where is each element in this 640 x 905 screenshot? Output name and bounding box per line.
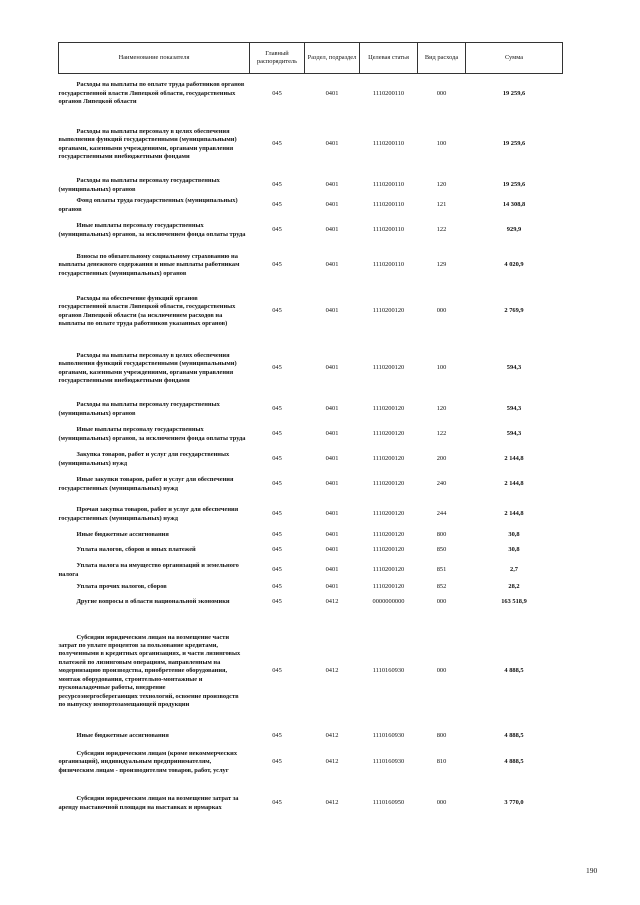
table-row xyxy=(59,420,563,450)
row-section: 0401 xyxy=(325,201,339,209)
row-amount: 4 888,5 xyxy=(504,732,524,740)
row-amount: 2 144,8 xyxy=(504,510,524,518)
table-row xyxy=(59,613,563,731)
row-main-manager: 045 xyxy=(272,531,282,539)
row-section: 0401 xyxy=(325,140,339,148)
row-name: Расходы на выплаты персоналу государственных (муниципальных) органов xyxy=(58,177,220,193)
row-main-manager: 045 xyxy=(272,510,282,518)
header-name: Наименование показателя xyxy=(59,43,250,74)
row-amount: 2 144,8 xyxy=(504,455,524,463)
row-expense-type: 120 xyxy=(436,181,447,189)
row-name: Иные бюджетные ассигнования xyxy=(76,732,169,740)
row-target-article: 1110200120 xyxy=(372,531,405,539)
table-row xyxy=(59,530,563,542)
row-expense-type: 000 xyxy=(436,598,447,606)
row-section: 0401 xyxy=(325,566,339,574)
row-main-manager: 045 xyxy=(272,140,282,148)
row-target-article: 1110200120 xyxy=(372,480,405,488)
table-row xyxy=(59,500,563,530)
row-expense-type: 129 xyxy=(436,261,447,269)
row-name: Другие вопросы в области национальной экономики xyxy=(76,598,230,606)
row-main-manager: 045 xyxy=(272,261,282,269)
row-section: 0412 xyxy=(325,758,339,766)
row-amount: 594,3 xyxy=(506,405,522,413)
row-section: 0412 xyxy=(325,667,339,675)
row-expense-type: 122 xyxy=(436,226,447,234)
row-target-article: 1110200120 xyxy=(372,364,405,372)
row-main-manager: 045 xyxy=(272,582,282,590)
row-name: Субсидии юридическим лицам (кроме некоммерческих организаций), индивидуальным предпринимателям, физическим лицам - производителям товаров, работ, услуг xyxy=(58,749,238,774)
row-section: 0401 xyxy=(325,181,339,189)
row-expense-type: 100 xyxy=(436,364,447,372)
row-expense-type: 200 xyxy=(436,455,447,463)
row-expense-type: 810 xyxy=(436,758,447,766)
row-section: 0401 xyxy=(325,582,339,590)
row-amount: 30,8 xyxy=(508,531,520,539)
row-name: Иные закупки товаров, работ и услуг для обеспечения государственных (муниципальных) нужд xyxy=(58,476,234,492)
row-target-article: 1110200110 xyxy=(372,226,405,234)
row-target-article: 1110160930 xyxy=(372,758,405,766)
row-section: 0401 xyxy=(325,261,339,269)
header-expense-type: Вид расхода xyxy=(418,43,466,74)
page-number: 190 xyxy=(586,866,598,875)
header-main-manager: Главный распорядитель xyxy=(250,43,305,74)
row-section: 0401 xyxy=(325,510,339,518)
row-target-article: 1110200120 xyxy=(372,546,405,554)
row-name: Уплата налогов, сборов и иных платежей xyxy=(76,546,196,554)
row-name: Расходы на обеспечение функций органов государственной власти Липецкой области, государственных органов Липецкой области (за исключением расходов на выплаты по оплате труда работников указанных органов) xyxy=(58,294,236,327)
row-main-manager: 045 xyxy=(272,480,282,488)
header-section: Раздел, подраздел xyxy=(305,43,360,74)
table-row xyxy=(59,450,563,470)
row-amount: 594,3 xyxy=(506,364,522,372)
row-section: 0412 xyxy=(325,598,339,606)
row-name: Расходы на выплаты персоналу государственных (муниципальных) органов xyxy=(58,401,220,417)
row-section: 0401 xyxy=(325,307,339,315)
row-main-manager: 045 xyxy=(272,566,282,574)
row-section: 0401 xyxy=(325,430,339,438)
row-section: 0401 xyxy=(325,89,339,97)
table-row xyxy=(59,783,563,825)
row-name: Уплата налога на имущество организаций и земельного налога xyxy=(58,562,239,578)
row-name: Расходы на выплаты по оплате труда работников органов государственной власти Липецкой области, государственных органов Липецкой области xyxy=(58,81,245,105)
row-amount: 4 020,9 xyxy=(504,261,524,269)
row-name: Субсидии юридическим лицам на возмещение части затрат по уплате процентов за пользование кредитами, полученными в кредитных организациях, и части лизинговых платежей по лизинговым операциям, направленным на модернизацию производства, приобретение оборудования, монтаж оборудования, строительно-монтажные и пусконаладочные работы, внедрение ресурсоэнергосберегающих технологий, освоение производств по выпуску импортозамещающей продукции xyxy=(58,633,241,708)
budget-table-sheet xyxy=(58,42,562,825)
row-amount: 4 888,5 xyxy=(504,667,524,675)
table-row xyxy=(59,731,563,743)
row-target-article: 1110160930 xyxy=(372,667,405,675)
row-amount: 2 769,9 xyxy=(504,307,524,315)
row-amount: 19 259,6 xyxy=(502,89,526,97)
row-target-article: 1110160930 xyxy=(372,732,405,740)
row-expense-type: 852 xyxy=(436,582,447,590)
row-section: 0401 xyxy=(325,546,339,554)
row-amount: 19 259,6 xyxy=(502,140,526,148)
table-row xyxy=(59,246,563,286)
table-row xyxy=(59,582,563,593)
row-main-manager: 045 xyxy=(272,364,282,372)
row-expense-type: 800 xyxy=(436,732,447,740)
row-target-article: 1110160950 xyxy=(372,799,405,807)
table-row xyxy=(59,400,563,420)
row-main-manager: 045 xyxy=(272,430,282,438)
row-target-article: 1110200120 xyxy=(372,566,405,574)
row-name: Фонд оплаты труда государственных (муниципальных) органов xyxy=(58,197,238,213)
row-amount: 929,9 xyxy=(506,226,522,234)
row-target-article: 1110200110 xyxy=(372,201,405,209)
row-main-manager: 045 xyxy=(272,598,282,606)
row-target-article: 1110200120 xyxy=(372,455,405,463)
row-main-manager: 045 xyxy=(272,455,282,463)
row-amount: 30,8 xyxy=(508,546,520,554)
row-target-article: 1110200110 xyxy=(372,181,405,189)
row-name: Закупка товаров, работ и услуг для государственных (муниципальных) нужд xyxy=(58,451,230,467)
row-main-manager: 045 xyxy=(272,546,282,554)
row-target-article: 1110200120 xyxy=(372,307,405,315)
row-amount: 14 308,8 xyxy=(502,201,526,209)
row-target-article: 1110200110 xyxy=(372,261,405,269)
table-row xyxy=(59,114,563,176)
row-section: 0412 xyxy=(325,732,339,740)
row-main-manager: 045 xyxy=(272,732,282,740)
row-amount: 2 144,8 xyxy=(504,480,524,488)
table-row xyxy=(59,593,563,613)
row-section: 0401 xyxy=(325,480,339,488)
row-main-manager: 045 xyxy=(272,226,282,234)
row-name: Субсидии юридическим лицам на возмещение затрат за аренду выставочной площади на выставках и ярмарках xyxy=(58,795,239,811)
row-target-article: 0000000000 xyxy=(372,598,405,606)
table-row xyxy=(59,74,563,114)
row-target-article: 1110200120 xyxy=(372,430,405,438)
table-header-row xyxy=(59,43,563,74)
row-expense-type: 000 xyxy=(436,799,447,807)
row-name: Прочая закупка товаров, работ и услуг для обеспечения государственных (муниципальных) нужд xyxy=(58,506,239,522)
row-section: 0401 xyxy=(325,455,339,463)
row-amount: 3 770,0 xyxy=(504,799,524,807)
row-expense-type: 850 xyxy=(436,546,447,554)
table-row xyxy=(59,743,563,783)
row-expense-type: 800 xyxy=(436,531,447,539)
row-name: Иные выплаты персоналу государственных (муниципальных) органов, за исключением фонда оплаты труда xyxy=(58,222,246,238)
row-expense-type: 000 xyxy=(436,89,447,97)
row-name: Расходы на выплаты персоналу в целях обеспечения выполнения функций государственными (муниципальными) органами, казенными учреждениями, органами управления государственными внебюджетными фондами xyxy=(58,351,237,384)
row-main-manager: 045 xyxy=(272,201,282,209)
row-amount: 163 518,9 xyxy=(501,598,527,606)
row-main-manager: 045 xyxy=(272,405,282,413)
row-target-article: 1110200120 xyxy=(372,582,405,590)
row-expense-type: 121 xyxy=(436,201,447,209)
row-section: 0401 xyxy=(325,364,339,372)
row-amount: 594,3 xyxy=(506,430,522,438)
row-expense-type: 120 xyxy=(436,405,447,413)
header-amount: Сумма xyxy=(466,43,563,74)
row-name: Иные выплаты персоналу государственных (муниципальных) органов, за исключением фонда оплаты труда xyxy=(58,426,246,442)
row-main-manager: 045 xyxy=(272,89,282,97)
row-section: 0401 xyxy=(325,226,339,234)
row-target-article: 1110200120 xyxy=(372,405,405,413)
table-row xyxy=(59,470,563,500)
row-main-manager: 045 xyxy=(272,181,282,189)
table-row xyxy=(59,176,563,196)
table-row xyxy=(59,216,563,246)
row-section: 0401 xyxy=(325,405,339,413)
row-name: Уплата прочих налогов, сборов xyxy=(76,582,167,590)
row-amount: 2,7 xyxy=(510,566,518,574)
row-expense-type: 244 xyxy=(436,510,447,518)
row-target-article: 1110200110 xyxy=(372,89,405,97)
row-expense-type: 000 xyxy=(436,667,447,675)
row-section: 0412 xyxy=(325,799,339,807)
row-name: Взносы по обязательному социальному страхованию на выплаты денежного содержания и иные выплаты работникам государственных (муниципальных) органов xyxy=(58,252,240,277)
table-row xyxy=(59,196,563,216)
row-main-manager: 045 xyxy=(272,667,282,675)
row-main-manager: 045 xyxy=(272,758,282,766)
table-row xyxy=(59,542,563,560)
row-expense-type: 100 xyxy=(436,140,447,148)
header-target-article: Целевая статья xyxy=(360,43,418,74)
row-target-article: 1110200120 xyxy=(372,510,405,518)
row-amount: 19 259,6 xyxy=(502,181,526,189)
row-amount: 28,2 xyxy=(508,582,520,590)
row-expense-type: 122 xyxy=(436,430,447,438)
table-row xyxy=(59,560,563,582)
table-row xyxy=(59,338,563,400)
row-section: 0401 xyxy=(325,531,339,539)
row-main-manager: 045 xyxy=(272,799,282,807)
row-expense-type: 851 xyxy=(436,566,447,574)
table-row xyxy=(59,286,563,338)
row-name: Расходы на выплаты персоналу в целях обеспечения выполнения функций государственными (муниципальными) органами, казенными учреждениями, органами управления государственными внебюджетными фондами xyxy=(58,127,237,160)
budget-table xyxy=(58,42,563,825)
row-expense-type: 240 xyxy=(436,480,447,488)
row-target-article: 1110200110 xyxy=(372,140,405,148)
row-expense-type: 000 xyxy=(436,307,447,315)
row-amount: 4 888,5 xyxy=(504,758,524,766)
row-name: Иные бюджетные ассигнования xyxy=(76,531,169,539)
row-main-manager: 045 xyxy=(272,307,282,315)
